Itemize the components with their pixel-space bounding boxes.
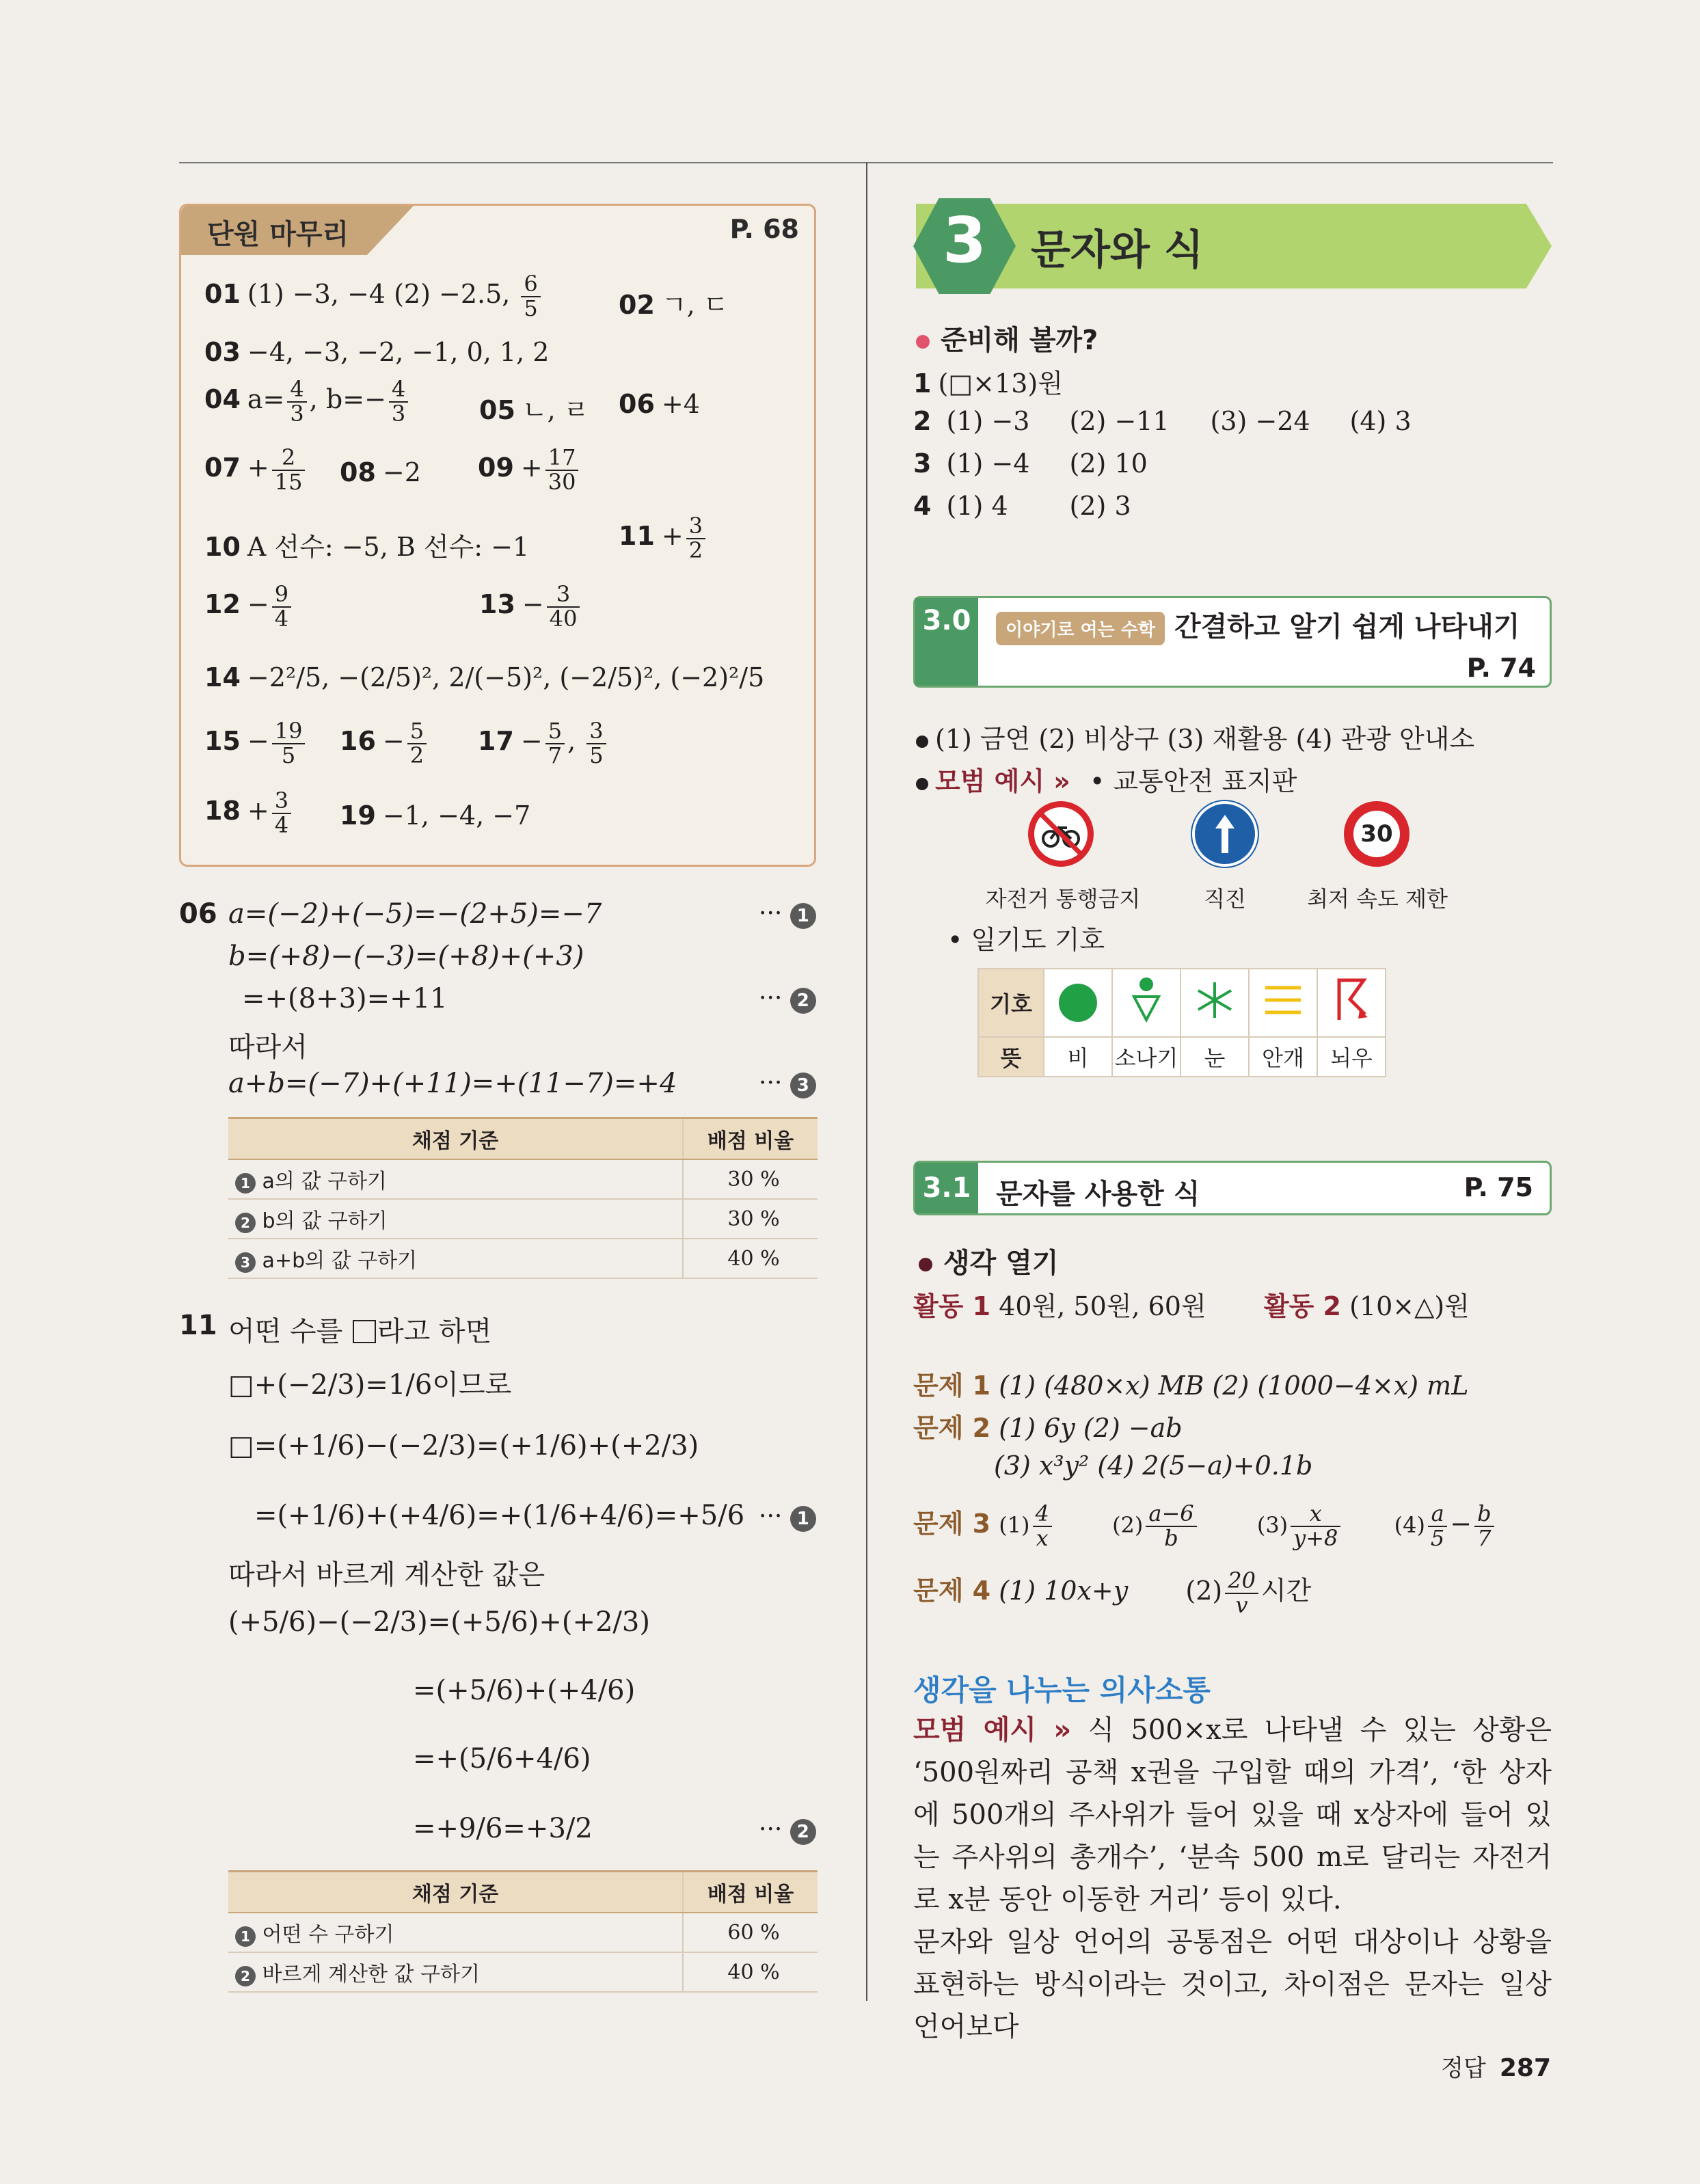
problem-2-line2: (3) x³y² (4) 2(5−a)+0.1b (994, 1451, 1313, 1481)
page-footer (1441, 2049, 1551, 2083)
communication-heading: 생각을 나누는 의사소통 (913, 1673, 1211, 1707)
sign-label-straight: 직진 (1204, 886, 1246, 912)
review-page: P. 68 (729, 214, 799, 244)
review-box (179, 204, 816, 867)
sol11-line8: =+(5/6+4/6) (413, 1743, 591, 1775)
footer-label: 정답 (1441, 2055, 1486, 2082)
sol06-line2: b=(+8)−(−3)=(+8)+(+3) (228, 941, 584, 972)
sol11-line2: □+(−2/3)=1/6이므로 (228, 1369, 512, 1401)
blank-box-icon (353, 1320, 376, 1343)
sec30-answers: (1) 금연 (2) 비상구 (3) 재활용 (4) 관광 안내소 (916, 718, 1474, 755)
sol06-line4: 따라서 (228, 1032, 308, 1063)
min-speed-sign-icon: 30 (1344, 801, 1409, 867)
double-chevron-icon: » (1044, 766, 1070, 796)
straight-ahead-sign-icon (1192, 801, 1258, 867)
sign-label-min-speed: 최저 속도 제한 (1307, 886, 1448, 912)
sol06-line1: a=(−2)+(−5)=−(2+5)=−7 (228, 898, 602, 930)
communication-paragraph-2: 문자와 일상 언어의 공통점은 어떤 대상이나 상황을 표현하는 방식이라는 것이고, 차이점은 문자는 일상 언어보다 (913, 1926, 1552, 2043)
answer-05: 05 ㄴ, ㄹ (479, 395, 589, 425)
answer-19: 19 −1, −4, −7 (340, 800, 531, 831)
snow-icon (1180, 969, 1249, 1037)
section-page: P. 74 (1466, 653, 1536, 683)
sol06-mark1: ··· 1 (759, 900, 816, 929)
grading-header-criteria: 채점 기준 (228, 1872, 683, 1913)
section-number: 3.0 (915, 598, 978, 686)
sol11-grading-table (228, 1870, 818, 1993)
answer-18: 18 + $\frac{3}{4}$ (204, 790, 294, 837)
page-number: 287 (1499, 2054, 1551, 2082)
table-row: 3 a+b의 값 구하기 40 % (228, 1239, 818, 1278)
answer-11: 11 + $\frac{3}{2}$ (619, 515, 708, 562)
section-title: 이야기로 여는 수학 간결하고 알기 쉽게 나타내기 (996, 605, 1520, 645)
rain-icon (1044, 969, 1112, 1037)
section-3-0-box (913, 596, 1552, 688)
thunderstorm-icon (1317, 969, 1386, 1037)
sol11-line3: □=(+1/6)−(−2/3)=(+1/6)+(+2/3) (228, 1430, 699, 1461)
prep-item-2: 2 (1) −3 (2) −11 (3) −24 (4) 3 (913, 406, 1412, 436)
answer-08: 08 −2 (340, 457, 421, 487)
answer-06: 06 +4 (619, 389, 700, 419)
bullet-dot-icon (916, 778, 928, 790)
answer-12: 12 − $\frac{9}{4}$ (204, 583, 294, 630)
section-title: 문자를 사용한 식 (996, 1178, 1200, 1210)
answer-17: 17 − $\frac{5}{7}$ , $\frac{3}{5}$ (478, 720, 609, 767)
problem-3: 문제 3 (1) $\frac{4}{x}$ (2) $\frac{a-6}{b}$ (3) $\frac{x}{y+8}$ (4) $\frac{a}{5}$ − $\frac{b}{7}$ (913, 1502, 1497, 1550)
think-heading: 생각 열기 (919, 1241, 1059, 1280)
fog-icon (1249, 969, 1317, 1037)
table-row: 1 어떤 수 구하기 60 % (228, 1913, 818, 1952)
sol11-number: 11 (179, 1310, 217, 1341)
answer-13: 13 − $\frac{3}{40}$ (479, 583, 582, 630)
chapter-number: 3 (942, 204, 986, 277)
section-3-1-box (913, 1161, 1552, 1215)
sol06-line3: =+(8+3)=+11 (242, 983, 448, 1014)
sol11-line7: =(+5/6)+(+4/6) (413, 1675, 636, 1706)
grading-header-ratio: 배점 비율 (683, 1118, 818, 1160)
weather-symbol-table: 기호 뜻 비 소나기 눈 안개 뇌우 (977, 968, 1386, 1077)
prep-item-4: 4 (1) 4 (2) 3 (913, 491, 1131, 521)
review-title: 단원 마무리 (207, 219, 349, 250)
prep-item-3: 3 (1) −4 (2) 10 (913, 448, 1148, 478)
answer-04: 04 a= $\frac{4}{3}$ , b=− $\frac{4}{3}$ (204, 378, 411, 425)
answer-07: 07 + $\frac{2}{15}$ (204, 446, 308, 494)
answer-16: 16 − $\frac{5}{2}$ (340, 720, 429, 767)
sol11-mark2: ··· 2 (759, 1816, 816, 1845)
section-page: P. 75 (1463, 1172, 1533, 1202)
sol06-grading-table (228, 1117, 818, 1279)
sol11-line4: =(+1/6)+(+4/6)=+(1/6+4/6)=+5/6 (254, 1500, 745, 1531)
sol06-mark2: ··· 2 (759, 984, 816, 1014)
weather-item: • 일기도 기호 (947, 925, 1105, 955)
sec30-example: 모범 예시 » • 교통안전 표지판 (916, 760, 1297, 798)
sol11-line1: 어떤 수를 라고 하면 (228, 1316, 492, 1347)
prep-item-1: 1 (□×13)원 (913, 368, 1063, 399)
communication-paragraph: 모범 예시 » 식 500×x로 나타낼 수 있는 상황은 ‘500원짜리 공책 x권을 구입할 때의 가격’, ‘한 상자에 500개의 주사위가 들어 있을 때 x상자에 들어 있는 주사위의 총개수’, ‘분속 500 m로 달리는 자전거로 x분 동안 이동한 거리’ 등이 있다. (913, 1714, 1552, 1915)
table-row: 1 a의 값 구하기 30 % (228, 1159, 818, 1199)
sol11-line5: 따라서 바르게 계산한 값은 (228, 1559, 545, 1591)
no-bicycle-sign-icon (1028, 801, 1094, 867)
sign-label-no-bicycle: 자전거 통행금지 (985, 886, 1141, 912)
sol11-line9: =+9/6=+3/2 (413, 1813, 593, 1844)
column-divider (866, 162, 867, 2001)
sol06-number: 06 (179, 898, 217, 930)
answer-01: 01 (1) −3, −4 (2) −2.5, $\frac{6}{5}$ (204, 273, 543, 320)
problem-4: 문제 4 (1) 10x+y (2) $\frac{20}{v}$ 시간 (913, 1567, 1312, 1618)
sol11-line6: (+5/6)−(−2/3)=(+5/6)+(+2/3) (228, 1606, 650, 1638)
bullet-dot-icon (916, 736, 928, 748)
answer-02: 02 ㄱ, ㄷ (619, 290, 729, 320)
answer-09: 09 + $\frac{17}{30}$ (478, 446, 581, 494)
sol06-mark3: ··· 3 (759, 1069, 816, 1098)
answer-10: 10 A 선수: −5, B 선수: −1 (204, 532, 530, 562)
section-number: 3.1 (915, 1163, 978, 1213)
story-tag: 이야기로 여는 수학 (996, 612, 1165, 645)
double-chevron-icon: » (1036, 1714, 1072, 1746)
problem-2: 문제 2 (1) 6y (2) −ab (913, 1413, 1183, 1443)
shower-icon (1112, 969, 1180, 1037)
prep-heading: 준비해 볼까? (916, 319, 1098, 358)
chapter-title: 문자와 식 (1031, 226, 1204, 274)
grading-header-criteria: 채점 기준 (228, 1118, 683, 1160)
problem-1: 문제 1 (1) (480×x) MB (2) (1000−4×x) mL (913, 1371, 1469, 1401)
answer-03: 03 −4, −3, −2, −1, 0, 1, 2 (204, 337, 550, 367)
activity-line: 활동 1 40원, 50원, 60원 활동 2 (10×△)원 (913, 1291, 1470, 1321)
table-row: 2 바르게 계산한 값 구하기 40 % (228, 1952, 818, 1992)
sol11-mark1: ··· 1 (759, 1502, 816, 1532)
grading-header-ratio: 배점 비율 (683, 1872, 818, 1913)
answer-14: 14 −2²/5, −(2/5)², 2/(−5)², (−2/5)², (−2)²/5 (204, 662, 765, 692)
sol06-line5: a+b=(−7)+(+11)=+(11−7)=+4 (228, 1068, 677, 1099)
answer-15: 15 − $\frac{19}{5}$ (204, 720, 308, 767)
table-row: 2 b의 값 구하기 30 % (228, 1199, 818, 1239)
bullet-dot-icon (919, 1258, 932, 1271)
bullet-dot-icon (916, 335, 930, 349)
